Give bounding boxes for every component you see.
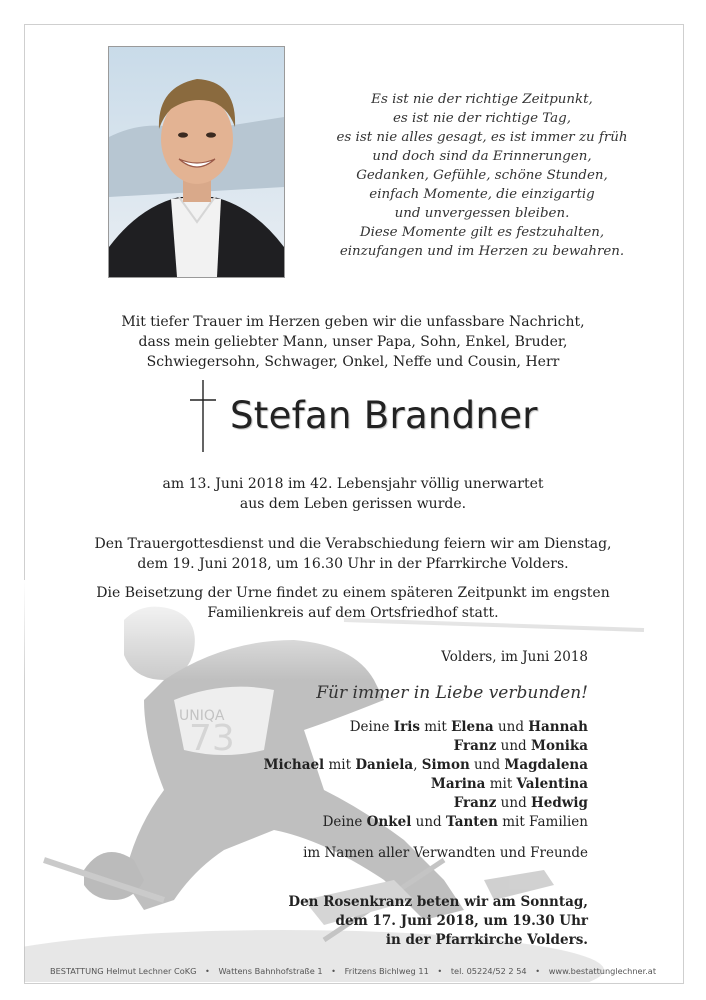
intro-line: Mit tiefer Trauer im Herzen geben wir die unfassbare Nachricht, <box>121 314 585 330</box>
motto: Für immer in Liebe verbunden! <box>316 683 588 703</box>
family-list <box>264 718 588 832</box>
rosary-info <box>288 893 588 950</box>
footer-company: BESTATTUNG Helmut Lechner CoKG <box>49 966 197 976</box>
family-line: Deine Iris mit Elena und Hannah <box>349 719 588 735</box>
deceased-name: Stefan Brandner <box>230 394 538 437</box>
poem-line: es ist nie alles gesagt, es ist immer zu früh <box>336 130 628 145</box>
rosary-line: in der Pfarrkirche Volders. <box>385 932 588 948</box>
footer-separator: • <box>535 966 541 976</box>
intro-line: Schwiegersohn, Schwager, Onkel, Neffe und Cousin, Herr <box>146 354 560 370</box>
intro-line: dass mein geliebter Mann, unser Papa, Sohn, Enkel, Bruder, <box>138 334 568 350</box>
footer-address-fritzens: Fritzens Bichlweg 11 <box>344 966 429 976</box>
rosary-line: Den Rosenkranz beten wir am Sonntag, <box>288 894 588 910</box>
poem-line: und unvergessen bleiben. <box>394 206 570 221</box>
burial-line: Familienkreis auf dem Ortsfriedhof statt. <box>207 605 499 621</box>
footer-separator: • <box>205 966 210 976</box>
poem-line: einzufangen und im Herzen zu bewahren. <box>339 244 625 259</box>
footer-separator: • <box>437 966 443 976</box>
portrait-photo <box>108 46 285 278</box>
poem-line: Gedanken, Gefühle, schöne Stunden, <box>356 168 608 183</box>
poem-line: es ist nie der richtige Tag, <box>392 111 571 126</box>
burial-info <box>60 583 646 623</box>
family-line: Deine Onkel und Tanten mit Familien <box>322 814 588 830</box>
family-line: Franz und Hedwig <box>453 795 588 811</box>
funeral-home-footer <box>24 966 682 976</box>
service-line: dem 19. Juni 2018, um 16.30 Uhr in der Pfarrkirche Volders. <box>137 556 569 572</box>
footer-address-wattens: Wattens Bahnhofstraße 1 <box>218 966 323 976</box>
rosary-line: dem 17. Juni 2018, um 19.30 Uhr <box>335 913 588 929</box>
relatives-line: im Namen aller Verwandten und Freunde <box>303 845 588 861</box>
service-line: Den Trauergottesdienst und die Verabschiedung feiern wir am Dienstag, <box>94 536 612 552</box>
footer-phone: tel. 05224/52 2 54 <box>450 966 527 976</box>
death-notice <box>60 474 646 514</box>
burial-line: Die Beisetzung der Urne findet zu einem späteren Zeitpunkt im engsten <box>96 585 610 601</box>
service-info <box>60 534 646 574</box>
death-line: aus dem Leben gerissen wurde. <box>239 496 467 512</box>
family-line: Marina mit Valentina <box>430 776 588 792</box>
poem-line: Es ist nie der richtige Zeitpunkt, <box>371 92 593 107</box>
poem-line: einfach Momente, die einzigartig <box>369 187 595 202</box>
poem-line: Diese Momente gilt es festzuhalten, <box>359 225 605 240</box>
place-date: Volders, im Juni 2018 <box>441 649 588 665</box>
family-line: Franz und Monika <box>453 738 588 754</box>
poem-line: und doch sind da Erinnerungen, <box>372 149 592 164</box>
death-line: am 13. Juni 2018 im 42. Lebensjahr völlig unerwartet <box>162 476 544 492</box>
footer-separator: • <box>331 966 336 976</box>
family-line: Michael mit Daniela, Simon und Magdalena <box>263 757 588 773</box>
poem <box>296 90 668 261</box>
announcement-intro <box>60 312 646 372</box>
footer-website: www.bestattunglechner.at <box>548 966 657 976</box>
cross-icon <box>190 380 216 452</box>
